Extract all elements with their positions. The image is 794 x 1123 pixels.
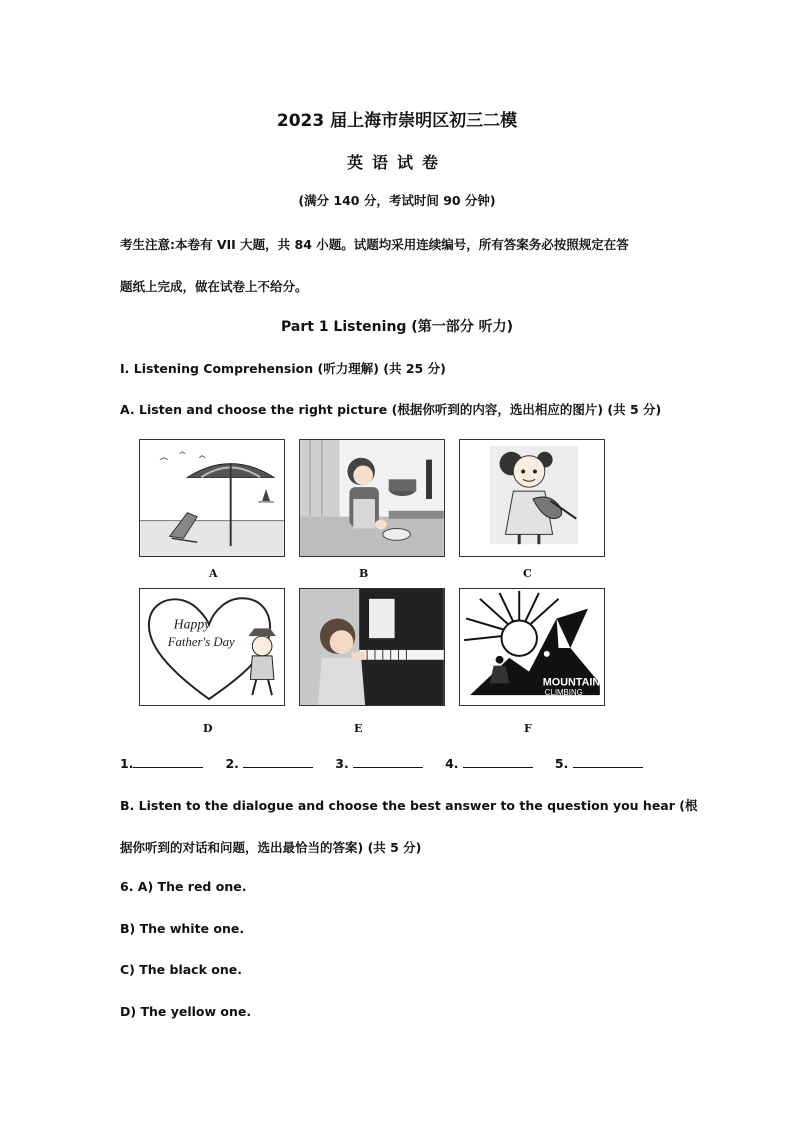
page-subtitle: 英语试卷	[346, 153, 447, 172]
page-title: 2023 届上海市崇明区初三二模	[276, 111, 518, 131]
mountain-text-1: MOUNTAIN	[542, 676, 601, 689]
section-i-heading: I. Listening Comprehension (听力理解) (共 25 分)	[120, 361, 446, 376]
girl-violin-icon	[460, 440, 604, 556]
notice-line-2: 题纸上完成，做在试卷上不给分。	[120, 279, 308, 294]
picture-f-label: F	[524, 722, 532, 735]
girl-piano-icon	[300, 589, 444, 705]
notice-line-1: 考生注意:本卷有 VII 大题，共 84 小题。试题均采用连续编号，所有答案务必按照规定在答	[120, 237, 629, 252]
q6-option-d: D) The yellow one.	[120, 1004, 252, 1019]
picture-f	[459, 588, 605, 706]
score-note: (满分 140 分，考试时间 90 分钟)	[298, 193, 496, 208]
mountain-climbing-icon	[460, 589, 604, 705]
answer-blank-4[interactable]: 4.	[445, 756, 533, 771]
fathers-day-text-2: Father's Day	[167, 635, 235, 650]
picture-c-label: C	[523, 567, 532, 580]
q6-option-c: C) The black one.	[120, 962, 242, 977]
beach-umbrella-icon	[140, 440, 284, 556]
part-title: Part 1 Listening (第一部分 听力)	[281, 319, 513, 335]
answer-blank-5[interactable]: 5.	[555, 756, 643, 771]
mountain-text-2: CLIMBING	[544, 688, 583, 698]
girl-washing-dishes-icon	[300, 440, 444, 556]
picture-d	[139, 588, 285, 706]
picture-e	[299, 588, 445, 706]
picture-e-label: E	[354, 722, 363, 735]
answer-blanks-row	[120, 755, 665, 771]
section-a-heading: A. Listen and choose the right picture (根据你听到的内容，选出相应的图片) (共 5 分)	[120, 402, 662, 417]
q6-option-a: 6. A) The red one.	[120, 879, 247, 894]
fathers-day-text-1: Happy	[173, 616, 211, 632]
picture-a-label: A	[209, 567, 218, 580]
picture-a	[139, 439, 285, 557]
section-b-line-2: 据你听到的对话和问题，选出最恰当的答案) (共 5 分)	[120, 840, 422, 855]
answer-blank-3[interactable]: 3.	[335, 756, 423, 771]
section-b-line-1: B. Listen to the dialogue and choose the best answer to the question you hear (根	[120, 798, 698, 813]
picture-c	[459, 439, 605, 557]
picture-b	[299, 439, 445, 557]
answer-blank-1[interactable]: 1.	[120, 756, 203, 771]
picture-d-label: D	[203, 722, 213, 735]
picture-b-label: B	[359, 567, 369, 580]
q6-option-b: B) The white one.	[120, 921, 245, 936]
answer-blank-2[interactable]: 2.	[225, 756, 313, 771]
fathers-day-heart-icon	[140, 589, 284, 705]
